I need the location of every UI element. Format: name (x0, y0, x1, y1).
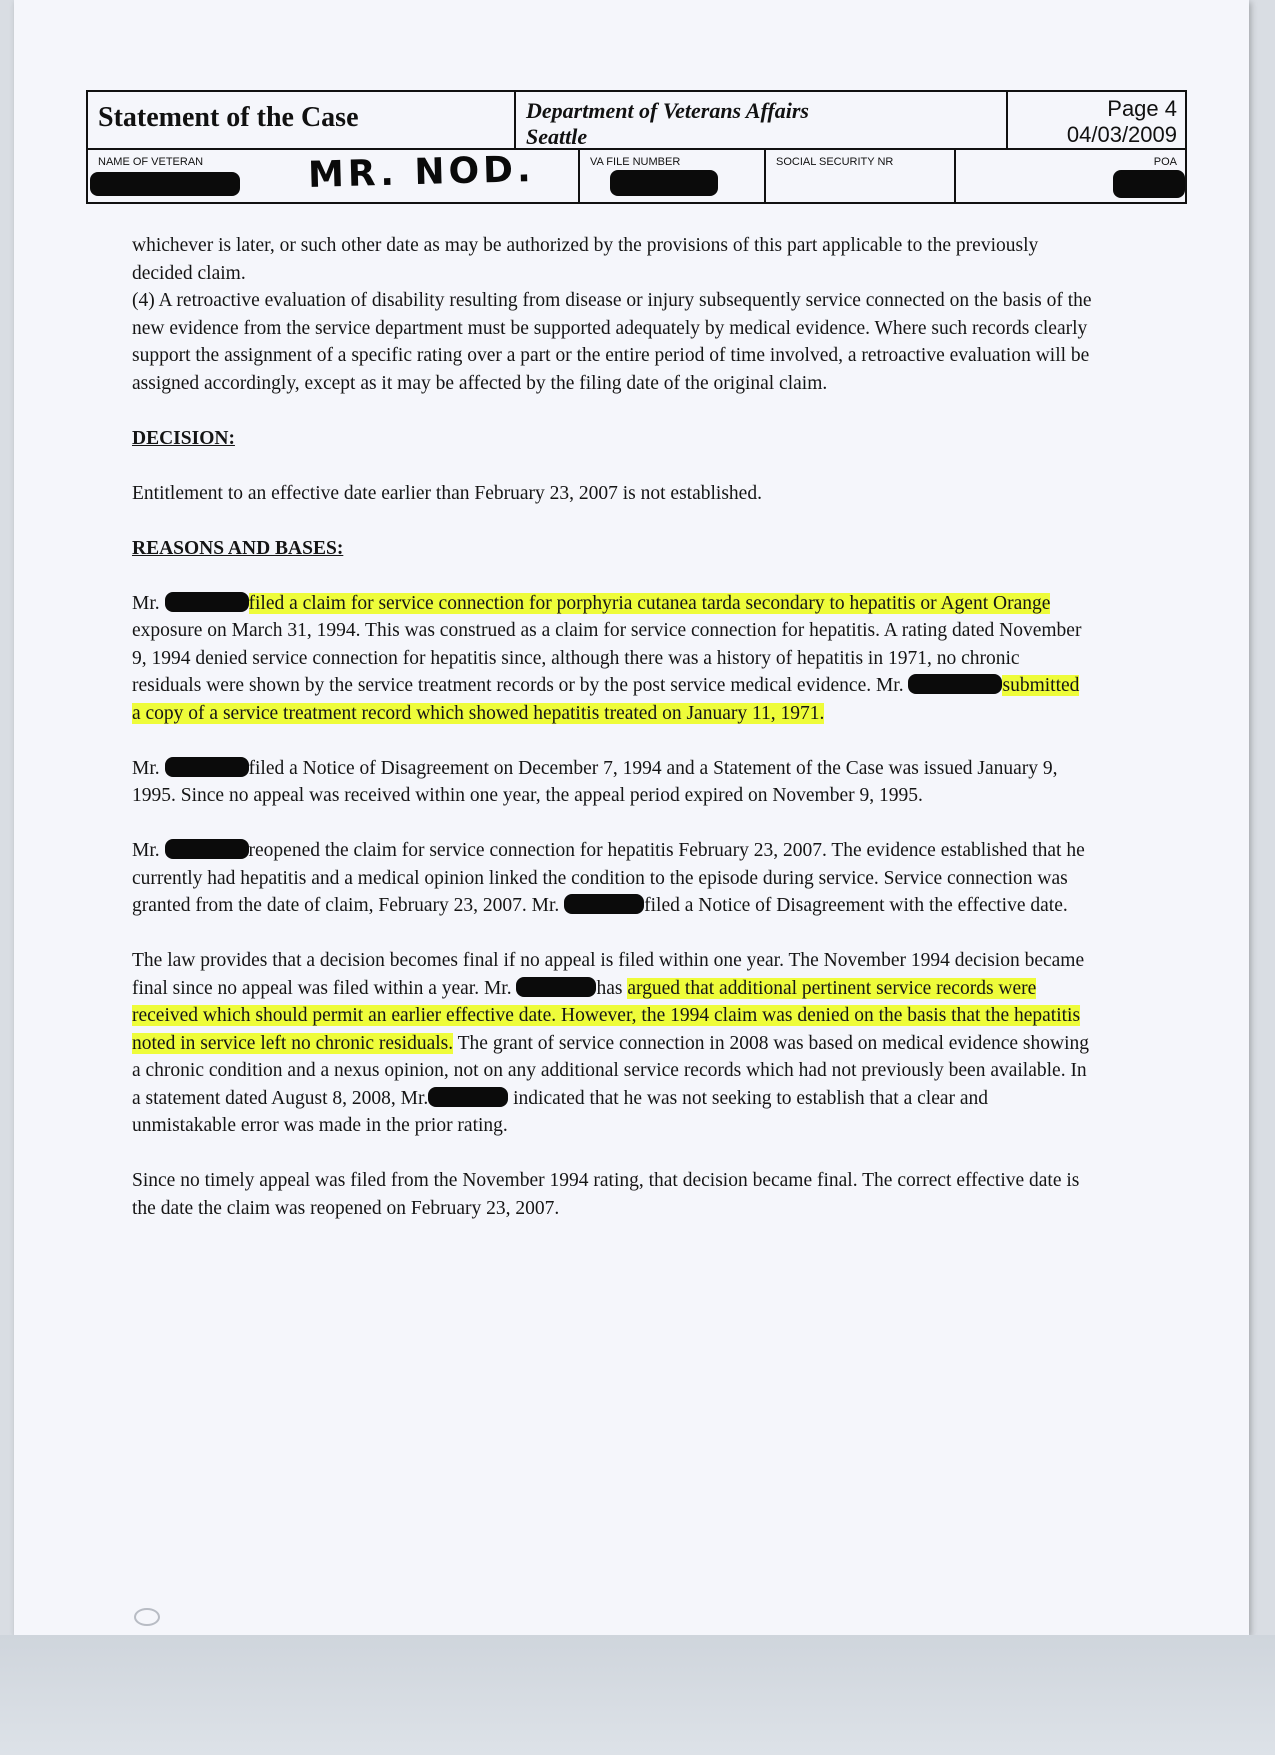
paragraph-text: filed a Notice of Disagreement with the effective date. (644, 895, 1068, 916)
department-name: Department of Veterans Affairs (526, 98, 809, 123)
intro-paragraph-1: whichever is later, or such other date as may be authorized by the provisions of this part applicable to the previously decided claim. (132, 235, 1039, 284)
department-cell (516, 92, 1008, 148)
ssn-cell (766, 148, 956, 202)
reasons-paragraph-5: Since no timely appeal was filed from the November 1994 rating, that decision became final. The correct effective date is the date the claim was reopened on February 23, 2007. (132, 1170, 1080, 1219)
paragraph-text: filed a Notice of Disagreement on December 7, 1994 and a Statement of the Case was issued January 9, 1995. Since no appeal was received within one year, the appeal period expired on November 9, 1995. (132, 757, 1058, 806)
intro-paragraph-2: (4) A retroactive evaluation of disability resulting from disease or injury subsequently service connected on the basis of the new evidence from the service department must be supported adequately by medical evidence. Where such records clearly support the assignment of a specific rating over a part or the entire period of time involved, a retroactive evaluation will be assigned accordingly, except as it may be affected by the filing date of the original claim. (132, 290, 1092, 394)
poa-label: POA (1153, 156, 1177, 168)
paragraph-text: has (596, 977, 628, 999)
redaction-mark (516, 977, 596, 997)
highlighted-text: argued that additional pertinent service records were received which should permit an earlier effective date. However, the 1994 claim was denied on the basis that the hepatitis noted in service left no chronic residuals. (132, 977, 1081, 1054)
highlighted-text: submitted a copy of a service treatment record which showed hepatitis treated on January 11, 1971. (132, 675, 1080, 724)
reasons-paragraph-2 (132, 755, 1092, 810)
ssn-label: SOCIAL SECURITY NR (776, 156, 894, 168)
decision-text: Entitlement to an effective date earlier than February 23, 2007 is not established. (132, 482, 762, 504)
file-number-cell (580, 148, 766, 202)
mr-text: Mr. (132, 757, 160, 779)
punch-hole-mark (134, 1608, 160, 1626)
header-table (86, 90, 1187, 204)
redaction-mark (165, 592, 249, 612)
scanner-background (0, 1635, 1275, 1755)
redaction-mark (165, 839, 249, 859)
document-title: Statement of the Case (98, 102, 359, 133)
poa-cell (956, 148, 1185, 202)
veteran-name-label: NAME OF VETERAN (98, 156, 204, 168)
paragraph-text: exposure on March 31, 1994. This was construed as a claim for service connection for hepatitis. A rating dated November 9, 1994 denied service connection for hepatitis since, although there was a history of hepatitis in 1971, no chronic residuals were shown by the service treatment records or by the post service medical evidence. Mr. (132, 620, 1082, 696)
paragraph-text: The law provides that a decision becomes final if no appeal is filed within one year. The November 1994 decision became final since no appeal was filed within a year. Mr. (132, 950, 1085, 999)
reasons-heading: REASONS AND BASES: (132, 537, 344, 559)
mr-text: Mr. (132, 592, 160, 614)
paragraph-text: indicated that he was not seeking to establish that a clear and unmistakable error was made in the prior rating. (132, 1087, 989, 1136)
mr-text: Mr. (132, 840, 160, 861)
office-name: Seattle (526, 124, 588, 149)
paragraph-text: reopened the claim for service connection for hepatitis February 23, 2007. The evidence established that he currently had hepatitis and a medical opinion linked the condition to the episode during service. Service connection was granted from the date of claim, February 23, 2007. Mr. (132, 840, 1085, 916)
redaction-mark (1113, 170, 1185, 198)
decision-heading: DECISION: (132, 427, 235, 449)
redaction-mark (90, 172, 240, 196)
redaction-mark (564, 894, 644, 914)
highlighted-text: filed a claim for service connection for porphyria cutanea tarda secondary to hepatitis or Agent Orange (248, 592, 1051, 614)
handwritten-name: MR. NOD. (307, 149, 536, 196)
veteran-name-cell (88, 148, 580, 202)
header-row-bottom (88, 148, 1185, 202)
paragraph-text: The grant of service connection in 2008 was based on medical evidence showing a chronic condition and a nexus opinion, not on any additional service records which had not previously been available. In a statement dated August 8, 2008, Mr. (132, 1032, 1090, 1109)
reasons-paragraph-4 (132, 947, 1092, 1140)
reasons-paragraph-3 (132, 837, 1092, 920)
reasons-paragraph-1 (132, 590, 1092, 728)
document-date: 04/03/2009 (1066, 122, 1177, 147)
redaction-mark (428, 1087, 508, 1107)
file-number-label: VA FILE NUMBER (590, 156, 681, 168)
title-cell (88, 92, 516, 148)
redaction-mark (908, 674, 1002, 694)
header-row-top (88, 92, 1185, 150)
document-body (132, 232, 1092, 1222)
page-number: Page 4 (1107, 96, 1177, 121)
page-cell (1008, 92, 1185, 148)
redaction-mark (610, 170, 718, 196)
redaction-mark (165, 757, 249, 777)
